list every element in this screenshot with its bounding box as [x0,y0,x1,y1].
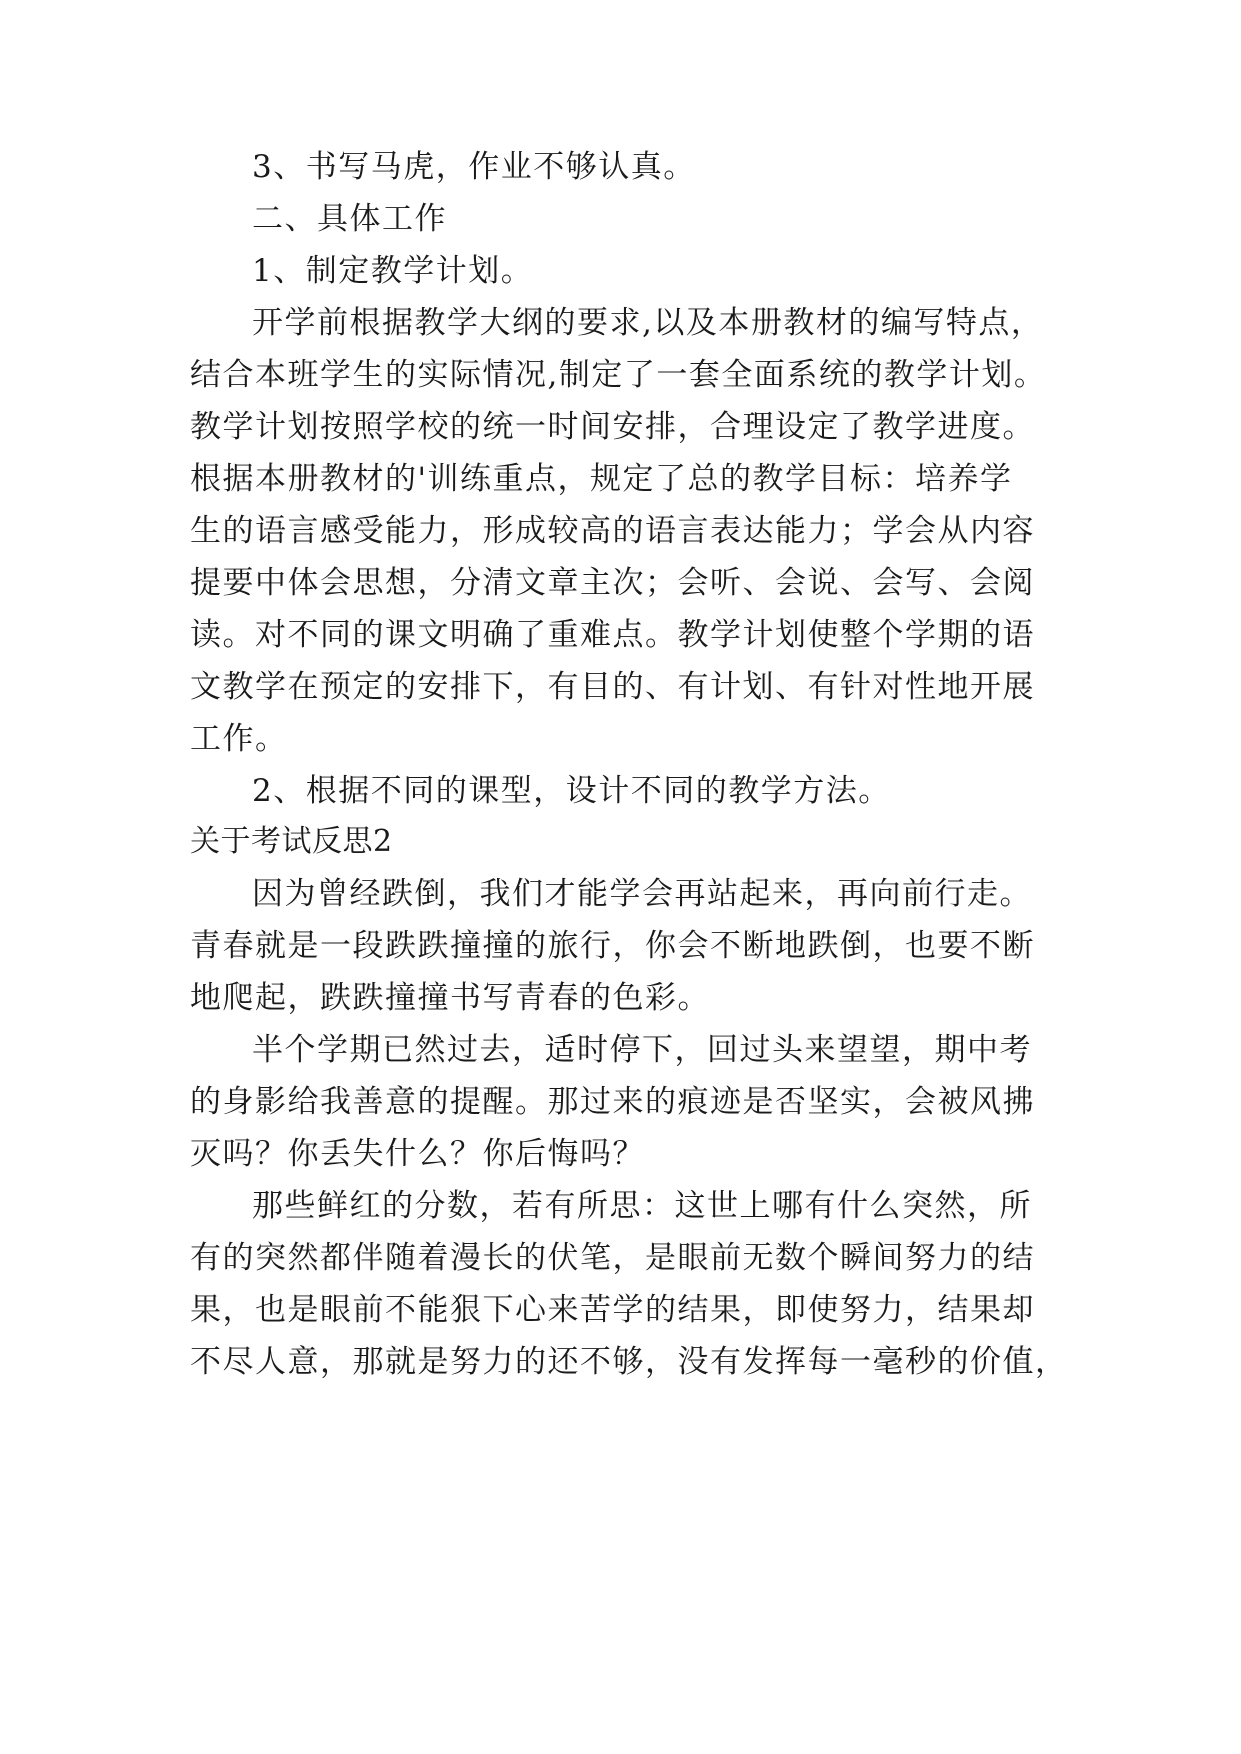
paragraph-line: 文教学在预定的安排下，有目的、有计划、有针对性地开展 [190,669,1035,705]
paragraph-line: 灭吗？你丢失什么？你后悔吗？ [190,1136,645,1172]
section-heading: 二、具体工作 [252,201,447,237]
paragraph-line: 有的突然都伴随着漫长的伏笔，是眼前无数个瞬间努力的结 [190,1240,1035,1276]
paragraph-line: 半个学期已然过去，适时停下，回过头来望望，期中考 [252,1032,1032,1068]
paragraph-line: 提要中体会思想，分清文章主次；会听、会说、会写、会阅 [190,565,1035,601]
paragraph-line: 教学计划按照学校的统一时间安排，合理设定了教学进度。 [190,409,1035,445]
article-title: 关于考试反思2 [190,824,393,859]
paragraph-line: 地爬起，跌跌撞撞书写青春的色彩。 [190,980,710,1016]
paragraph-line: 开学前根据教学大纲的要求,以及本册教材的编写特点， [252,305,1044,341]
paragraph-line: 那些鲜红的分数，若有所思：这世上哪有什么突然，所 [252,1188,1032,1224]
paragraph-line: 结合本班学生的实际情况,制定了一套全面系统的教学计划。 [190,357,1047,393]
paragraph-line: 工作。 [190,721,288,757]
paragraph-line: 的身影给我善意的提醒。那过来的痕迹是否坚实，会被风拂 [190,1084,1035,1120]
paragraph-line: 不尽人意，那就是努力的还不够，没有发挥每一毫秒的价值， [190,1344,1068,1380]
paragraph-line: 果，也是眼前不能狠下心来苦学的结果，即使努力，结果却 [190,1292,1035,1328]
paragraph-line: 生的语言感受能力，形成较高的语言表达能力；学会从内容 [190,513,1035,549]
subsection-heading: 2、根据不同的课型，设计不同的教学方法。 [252,773,891,809]
paragraph-line: 3、书写马虎，作业不够认真。 [252,149,696,185]
paragraph-line: 青春就是一段跌跌撞撞的旅行，你会不断地跌倒，也要不断 [190,928,1035,964]
paragraph-line: 读。对不同的课文明确了重难点。教学计划使整个学期的语 [190,617,1035,653]
subsection-heading: 1、制定教学计划。 [252,253,534,289]
paragraph-line: 根据本册教材的'训练重点，规定了总的教学目标：培养学 [190,461,1013,497]
paragraph-line: 因为曾经跌倒，我们才能学会再站起来，再向前行走。 [252,876,1032,912]
